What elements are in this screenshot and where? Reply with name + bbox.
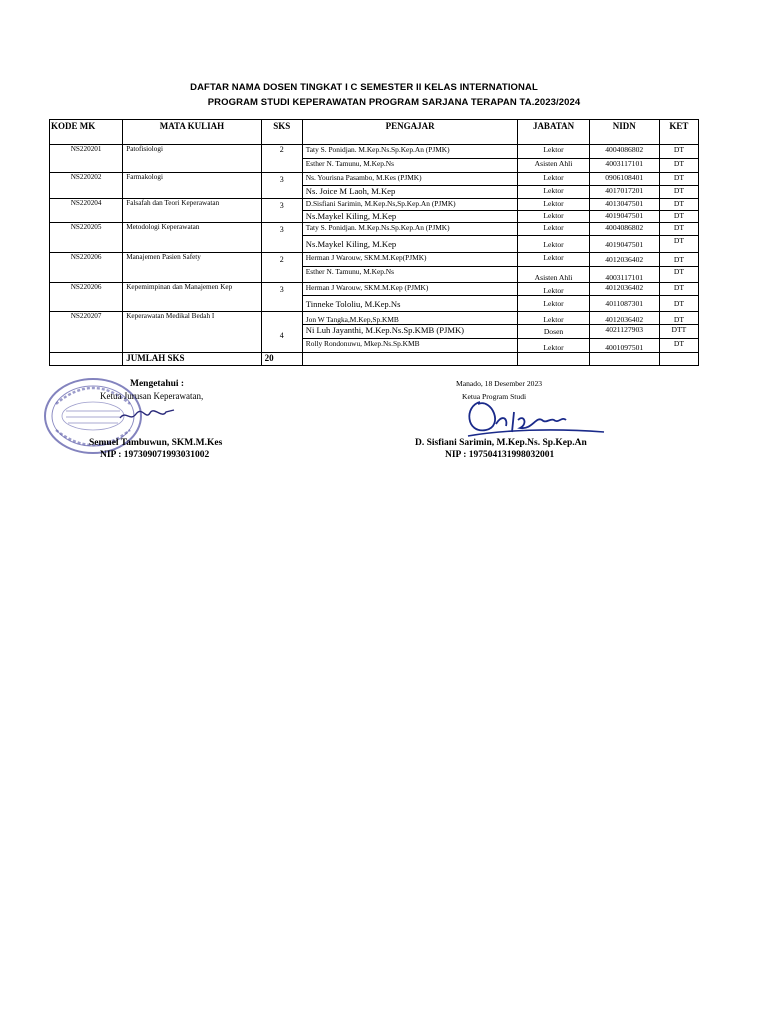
lecturer-nidn: 4001097501 (589, 339, 659, 353)
lecturer-status: DT (659, 186, 698, 199)
lecturer-status: DT (659, 236, 698, 253)
header-nidn: NIDN (589, 120, 659, 145)
course-name: Falsafah dan Teori Keperawatan (123, 199, 261, 223)
lecturer-name: Ns.Maykel Kiling, M.Kep (302, 211, 518, 223)
lecturer-name: D.Sisfiani Sarimin, M.Kep.Ns,Sp.Kep.An (PJMK) (302, 199, 518, 211)
lecturer-nidn: 4011087301 (589, 296, 659, 312)
lecturer-position: Lektor (518, 283, 589, 296)
lecturer-name: Jon W Tangka,M.Kep,Sp.KMB (302, 312, 518, 325)
header-ket: KET (659, 120, 698, 145)
total-label: JUMLAH SKS (123, 353, 261, 366)
course-code: NS220202 (50, 173, 123, 199)
right-name: D. Sisfiani Sarimin, M.Kep.Ns. Sp.Kep.An (415, 438, 587, 448)
course-code: NS220206 (50, 283, 123, 312)
lecturer-position: Lektor (518, 145, 589, 159)
lecturer-position: Dosen (518, 325, 589, 339)
total-row (50, 353, 699, 366)
course-sks: 3 (261, 283, 302, 312)
course-name: Keperawatan Medikal Bedah I (123, 312, 261, 353)
course-sks: 2 (261, 253, 302, 283)
lecturer-name: Taty S. Ponidjan. M.Kep.Ns.Sp.Kep.An (PJMK) (302, 223, 518, 236)
left-heading: Mengetahui : (130, 379, 185, 389)
lecturer-name: Rolly Rondonuwu, Mkep.Ns.Sp.KMB (302, 339, 518, 353)
lecturer-status: DT (659, 159, 698, 173)
left-role: Ketua Jurusan Keperawatan, (100, 391, 204, 401)
lecturer-name: Herman J Warouw, SKM.M.Kep(PJMK) (302, 253, 518, 267)
total-empty-cell (589, 353, 659, 366)
course-name: Patofisiologi (123, 145, 261, 173)
table-row (50, 253, 699, 267)
table-row (50, 283, 699, 296)
table-row (50, 312, 699, 325)
lecturer-nidn: 4004086802 (589, 145, 659, 159)
course-code: NS220205 (50, 223, 123, 253)
lecturer-name: Ns. Joice M Laoh, M.Kep (302, 186, 518, 199)
lecturer-name: Ns. Yourisna Pasambo, M.Kes (PJMK) (302, 173, 518, 186)
lecturer-position: Lektor (518, 223, 589, 236)
lecturer-status: DT (659, 339, 698, 353)
course-name: Kepemimpinan dan Manajemen Kep (123, 283, 261, 312)
lecturer-name: Ni Luh Jayanthi, M.Kep.Ns.Sp.KMB (PJMK) (302, 325, 518, 339)
lecturer-name: Esther N. Tamunu, M.Kep.Ns (302, 267, 518, 283)
table-row (50, 223, 699, 236)
course-code: NS220207 (50, 312, 123, 353)
course-code: NS220206 (50, 253, 123, 283)
course-sks: 4 (261, 312, 302, 353)
lecturer-position: Lektor (518, 211, 589, 223)
total-sks: 20 (261, 353, 302, 366)
lecturer-nidn: 4019047501 (589, 211, 659, 223)
course-name: Farmakologi (123, 173, 261, 199)
lecturer-nidn: 4012036402 (589, 253, 659, 267)
header-mata-kuliah: MATA KULIAH (123, 120, 261, 145)
lecturer-nidn: 4017017201 (589, 186, 659, 199)
course-name: Metodologi Keperawatan (123, 223, 261, 253)
header-sks: SKS (261, 120, 302, 145)
course-sks: 3 (261, 199, 302, 223)
header-pengajar: PENGAJAR (302, 120, 518, 145)
lecturer-position: Lektor (518, 253, 589, 267)
course-sks: 2 (261, 145, 302, 173)
lecturer-position: Lektor (518, 173, 589, 186)
total-empty-cell (50, 353, 123, 366)
lecturer-status: DT (659, 253, 698, 267)
lecturer-nidn: 4013047501 (589, 199, 659, 211)
header-jabatan: JABATAN (518, 120, 589, 145)
lecturer-nidn: 4012036402 (589, 312, 659, 325)
lecturer-nidn: 4021127903 (589, 325, 659, 339)
lecturer-position: Asisten Ahli (518, 267, 589, 283)
lecturer-name: Esther N. Tamunu, M.Kep.Ns (302, 159, 518, 173)
right-role: Ketua Program Studi (462, 392, 527, 401)
lecturer-nidn: 0906108401 (589, 173, 659, 186)
lecturer-table (49, 119, 699, 366)
course-sks: 3 (261, 173, 302, 199)
course-code: NS220204 (50, 199, 123, 223)
total-empty-cell (518, 353, 589, 366)
lecturer-status: DT (659, 173, 698, 186)
course-name: Manajemen Pasien Safety (123, 253, 261, 283)
table-header-row (50, 120, 699, 145)
lecturer-status: DT (659, 312, 698, 325)
left-name: Semuel Tambuwun, SKM.M.Kes (89, 438, 223, 448)
lecturer-status: DT (659, 267, 698, 283)
right-nip: NIP : 197504131998032001 (445, 450, 555, 460)
lecturer-status: DT (659, 283, 698, 296)
header-kode-mk: KODE MK (50, 120, 123, 145)
lecturer-name: Ns.Maykel Kiling, M.Kep (302, 236, 518, 253)
lecturer-nidn: 4004086802 (589, 223, 659, 236)
lecturer-status: DT (659, 211, 698, 223)
course-sks: 3 (261, 223, 302, 253)
table-row (50, 173, 699, 186)
table-row (50, 199, 699, 211)
lecturer-position: Lektor (518, 236, 589, 253)
left-signature (118, 404, 178, 426)
right-place-date: Manado, 18 Desember 2023 (456, 379, 543, 388)
lecturer-nidn: 4012036402 (589, 283, 659, 296)
document-title-line1: DAFTAR NAMA DOSEN TINGKAT I C SEMESTER II KELAS INTERNATIONAL (190, 82, 538, 93)
lecturer-status: DT (659, 145, 698, 159)
lecturer-position: Lektor (518, 339, 589, 353)
total-empty-cell (302, 353, 518, 366)
lecturer-status: DTT (659, 325, 698, 339)
total-empty-cell (659, 353, 698, 366)
lecturer-status: DT (659, 223, 698, 236)
lecturer-position: Lektor (518, 186, 589, 199)
lecturer-position: Asisten Ahli (518, 159, 589, 173)
lecturer-position: Lektor (518, 312, 589, 325)
lecturer-name: Herman J Warouw, SKM.M.Kep (PJMK) (302, 283, 518, 296)
lecturer-nidn: 4003117101 (589, 159, 659, 173)
lecturer-status: DT (659, 296, 698, 312)
lecturer-name: Tinneke Tololiu, M.Kep.Ns (302, 296, 518, 312)
lecturer-nidn: 4019047501 (589, 236, 659, 253)
table-row (50, 145, 699, 159)
document-title-line2: PROGRAM STUDI KEPERAWATAN PROGRAM SARJANA TERAPAN TA.2023/2024 (207, 97, 581, 108)
course-code: NS220201 (50, 145, 123, 173)
lecturer-nidn: 4003117101 (589, 267, 659, 283)
lecturer-status: DT (659, 199, 698, 211)
left-nip: NIP : 197309071993031002 (100, 450, 210, 460)
lecturer-position: Lektor (518, 199, 589, 211)
lecturer-position: Lektor (518, 296, 589, 312)
lecturer-name: Taty S. Ponidjan. M.Kep.Ns.Sp.Kep.An (PJMK) (302, 145, 518, 159)
